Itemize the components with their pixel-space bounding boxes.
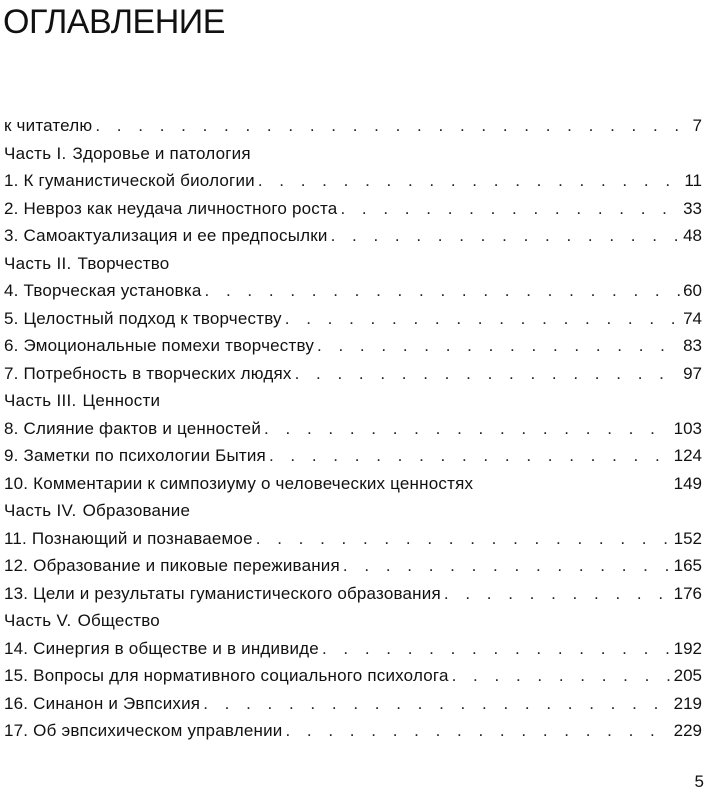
part-name: Здоровье и патология <box>72 143 251 163</box>
toc-entry[interactable] <box>4 195 704 223</box>
toc-entry[interactable] <box>4 167 704 195</box>
toc-entry-page: 83 <box>683 336 702 355</box>
dot-leader <box>343 552 673 580</box>
part-heading-2 <box>4 250 704 278</box>
toc-entry-page: 48 <box>683 226 702 245</box>
dot-leader <box>444 580 673 608</box>
table-of-contents <box>4 112 704 745</box>
toc-entry-title: 17. Об эвпсихическом управлении <box>4 721 283 740</box>
part-name: Образование <box>82 501 191 520</box>
part-heading-1 <box>4 140 704 168</box>
toc-entry[interactable] <box>4 277 704 305</box>
part-heading-5 <box>4 607 704 635</box>
toc-entry[interactable] <box>4 222 704 250</box>
dot-leader <box>258 167 684 195</box>
toc-entry-page: 103 <box>673 418 702 438</box>
toc-entry[interactable] <box>4 580 704 608</box>
toc-entry[interactable] <box>4 470 704 498</box>
toc-entry-title: 6. Эмоциональные помехи творчеству <box>4 336 315 355</box>
toc-entry-title: 15. Вопросы для нормативного социального психолога <box>4 666 449 685</box>
dot-leader <box>285 305 682 333</box>
part-name: Ценности <box>82 391 161 410</box>
toc-entry-title: к читателю <box>4 116 93 135</box>
page-title: ОГЛАВЛЕНИЕ <box>3 3 225 41</box>
toc-entry[interactable] <box>4 552 704 580</box>
toc-entry[interactable] <box>4 360 704 388</box>
dot-leader <box>256 525 673 553</box>
part-label: Часть IV. <box>4 501 77 520</box>
toc-entry-page: 97 <box>683 363 702 383</box>
toc-entry-page: 60 <box>683 281 702 300</box>
part-label: Часть II. <box>4 253 72 273</box>
dot-leader <box>317 332 682 360</box>
toc-entry-title: 5. Целостный подход к творчеству <box>4 308 282 328</box>
toc-entry[interactable] <box>4 442 704 470</box>
toc-entry-intro[interactable] <box>4 112 704 140</box>
dot-leader <box>264 415 673 443</box>
toc-entry-page: 11 <box>684 171 702 190</box>
part-heading-3 <box>4 387 704 415</box>
toc-entry[interactable] <box>4 662 704 690</box>
dot-leader <box>95 112 691 140</box>
toc-entry-title: 2. Невроз как неудача личностного роста <box>4 198 338 218</box>
toc-entry[interactable] <box>4 415 704 443</box>
toc-entry[interactable] <box>4 525 704 553</box>
toc-entry-title: 13. Цели и результаты гуманистического образования <box>4 583 441 603</box>
toc-entry-title: 1. К гуманистической биологии <box>4 171 255 190</box>
toc-entry[interactable] <box>4 717 704 745</box>
toc-entry-page: 192 <box>673 638 702 658</box>
part-name: Общество <box>77 611 160 630</box>
dot-leader <box>340 195 682 223</box>
part-heading-4 <box>4 497 704 525</box>
toc-entry-page: 124 <box>673 446 702 465</box>
toc-entry-title: 16. Синанон и Эвпсихия <box>4 693 201 713</box>
toc-entry-title: 4. Творческая установка <box>4 281 202 300</box>
part-name: Творчество <box>77 253 170 273</box>
toc-entry-page: 152 <box>673 528 702 548</box>
toc-entry[interactable] <box>4 635 704 663</box>
toc-entry[interactable] <box>4 305 704 333</box>
toc-entry-page: 165 <box>673 556 702 575</box>
toc-entry-title: 11. Познающий и познаваемое <box>4 528 253 548</box>
part-label: Часть I. <box>4 143 67 163</box>
toc-entry-page: 205 <box>673 666 702 685</box>
toc-entry-page: 7 <box>692 116 702 135</box>
toc-entry-page: 74 <box>683 308 702 328</box>
dot-leader <box>203 690 672 718</box>
toc-entry-page: 176 <box>673 583 702 603</box>
dot-leader <box>285 717 672 745</box>
toc-entry-page: 219 <box>673 693 702 713</box>
toc-entry-page: 229 <box>673 721 702 740</box>
toc-entry-title: 7. Потребность в творческих людях <box>4 363 292 383</box>
part-label: Часть V. <box>4 611 72 630</box>
toc-entry-title: 3. Самоактуализация и ее предпосылки <box>4 226 328 245</box>
dot-leader <box>331 222 683 250</box>
dot-leader <box>295 360 683 388</box>
dot-leader <box>322 635 673 663</box>
part-label: Часть III. <box>4 391 77 410</box>
dot-leader <box>452 662 673 690</box>
toc-entry-title: 14. Синергия в обществе и в индивиде <box>4 638 319 658</box>
dot-leader <box>269 442 673 470</box>
toc-entry-title: 12. Образование и пиковые переживания <box>4 556 340 575</box>
toc-entry-page: 149 <box>673 473 702 493</box>
page-number: 5 <box>694 772 704 791</box>
toc-entry-title: 9. Заметки по психологии Бытия <box>4 446 266 465</box>
toc-entry[interactable] <box>4 332 704 360</box>
toc-entry[interactable] <box>4 690 704 718</box>
toc-entry-page: 33 <box>683 198 702 218</box>
toc-entry-title: 8. Слияние фактов и ценностей <box>4 418 262 438</box>
toc-entry-title: 10. Комментарии к симпозиуму о человеческих ценностях <box>4 473 474 493</box>
dot-leader <box>205 277 683 305</box>
